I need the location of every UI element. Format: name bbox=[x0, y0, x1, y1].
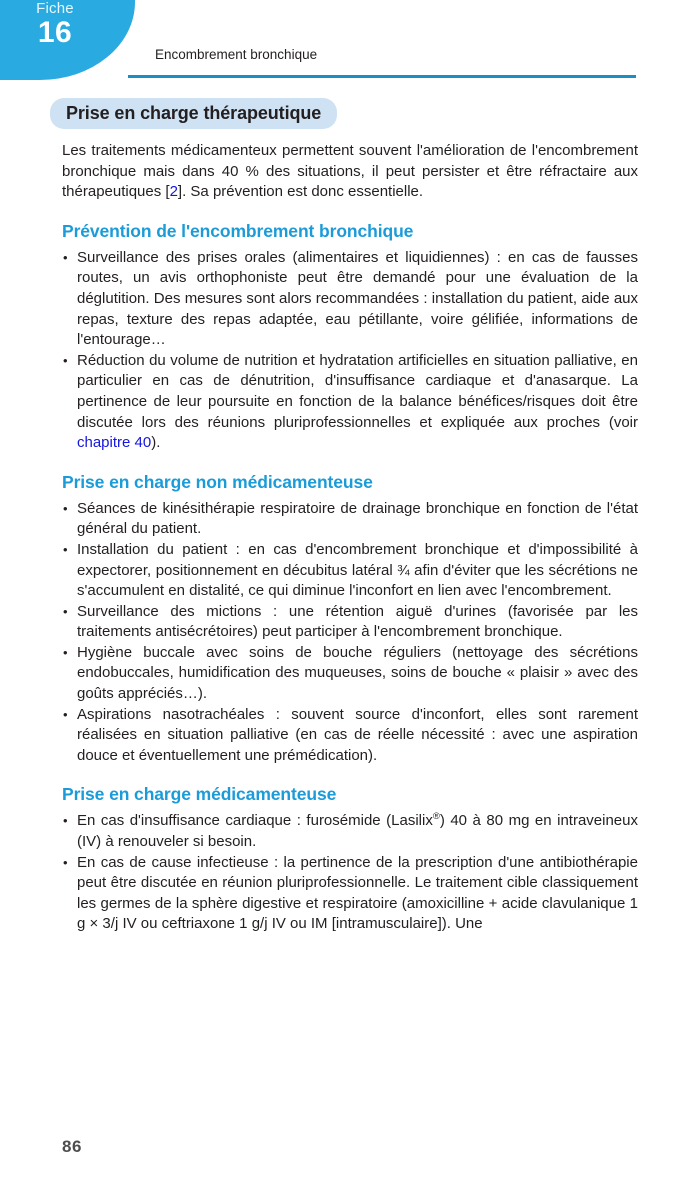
section-heading-prevention: Prévention de l'encombrement bronchique bbox=[62, 220, 414, 241]
list-item-text: Surveillance des mictions : une rétention aiguë d'urines (favorisée par les traitements antisécrétoires) peut participer à l'encombrement bronchique. bbox=[77, 602, 638, 641]
fiche-tab bbox=[0, 0, 135, 80]
list-item bbox=[62, 811, 638, 852]
list-item-text: Séances de kinésithérapie respiratoire de drainage bronchique en fonction de l'état général du patient. bbox=[77, 499, 638, 538]
list-item bbox=[62, 248, 638, 351]
fiche-label: Fiche bbox=[36, 0, 74, 17]
list-item-text: Hygiène buccale avec soins de bouche réguliers (nettoyage des sécrétions endobuccales, humidification des muqueuses, soins de bouche « plaisir » avec des goûts appréciés…). bbox=[77, 643, 638, 703]
bullet-list-medicamenteuse bbox=[62, 811, 638, 935]
fiche-number: 16 bbox=[37, 16, 73, 49]
list-item-text-before-link: Réduction du volume de nutrition et hydratation artificielles en situation palliative, en particulier en cas de dénutrition, d'insuffisance cardiaque et d'anasarque. La pertinence de leur poursuite en fonction de la balance bénéfices/risques doit être discutée lors des réunions pluriprofessionnelles et expliquée aux proches (voir bbox=[77, 351, 638, 431]
page-header bbox=[0, 0, 700, 82]
list-item bbox=[62, 853, 638, 935]
section-heading-non-medicamenteuse: Prise en charge non médicamenteuse bbox=[62, 471, 373, 492]
intro-paragraph bbox=[62, 141, 638, 203]
bullet-list-prevention bbox=[62, 248, 638, 454]
list-item bbox=[62, 540, 638, 602]
list-item bbox=[62, 705, 638, 767]
registered-trademark-symbol: ® bbox=[432, 811, 440, 823]
page-title: Prise en charge thérapeutique bbox=[50, 98, 337, 129]
page-footer bbox=[62, 1137, 638, 1157]
list-item-text: Aspirations nasotrachéales : souvent source d'inconfort, elles sont rarement réalisées en situation palliative (en cas de réelle nécessité : avec une aspiration douce et éventuellement une prémédication). bbox=[77, 705, 638, 764]
list-item-text: Installation du patient : en cas d'encombrement bronchique et d'impossibilité à expectorer, positionnement en décubitus latéral ¾ afin d'éviter que les sécrétions ne s'accumulent en distalité, ce qui diminue l'inconfort en lien avec l'encombrement. bbox=[77, 540, 638, 600]
header-rule bbox=[128, 75, 636, 78]
reference-link-2[interactable]: 2 bbox=[169, 183, 178, 201]
fiche-tab-content bbox=[0, 0, 110, 48]
section-heading-medicamenteuse: Prise en charge médicamenteuse bbox=[62, 784, 337, 805]
list-item-text-after-link: ). bbox=[151, 434, 161, 452]
intro-text-part2: ]. Sa prévention est donc essentielle. bbox=[177, 183, 424, 201]
list-item bbox=[62, 643, 638, 705]
list-item bbox=[62, 499, 638, 540]
page-number: 86 bbox=[62, 1137, 82, 1156]
running-head-title: Encombrement bronchique bbox=[155, 47, 318, 62]
list-item bbox=[62, 351, 638, 454]
page-content bbox=[62, 98, 638, 935]
list-item-text-before-sup: En cas d'insuffisance cardiaque : furosémide (Lasilix bbox=[77, 812, 433, 830]
list-item bbox=[62, 602, 638, 643]
list-item-text: En cas de cause infectieuse : la pertinence de la prescription d'une antibiothérapie peut être discutée en réunion pluriprofessionnelle. Le traitement cible classiquement les germes de la sphère digestive et respiratoire (amoxicilline + acide clavulanique 1 g × 3/j IV ou ceftriaxone 1 g/j IV ou IM [intramusculaire]). Une bbox=[77, 853, 638, 933]
list-item-text: Surveillance des prises orales (alimentaires et liquidiennes) : en cas de fausses routes, un avis orthophoniste peut être demandé pour une évaluation de la déglutition. Des mesures sont alors recommandées : installation du patient, aide aux repas, texture des repas adaptée, eau pétillante, voire gélifiée, informations de l'entourage… bbox=[77, 248, 638, 349]
bullet-list-non-medicamenteuse bbox=[62, 499, 638, 767]
intro-text-part1: Les traitements médicamenteux permettent souvent l'amélioration de l'encombrement bronchique mais dans 40 % des situations, il peut persister et être réfractaire aux thérapeutiques [ bbox=[62, 142, 638, 201]
chapter-40-link[interactable]: chapitre 40 bbox=[77, 434, 152, 452]
list-item-text-after-sup: ) 40 à 80 mg en intraveineux (IV) à renouveler si besoin. bbox=[77, 812, 638, 851]
